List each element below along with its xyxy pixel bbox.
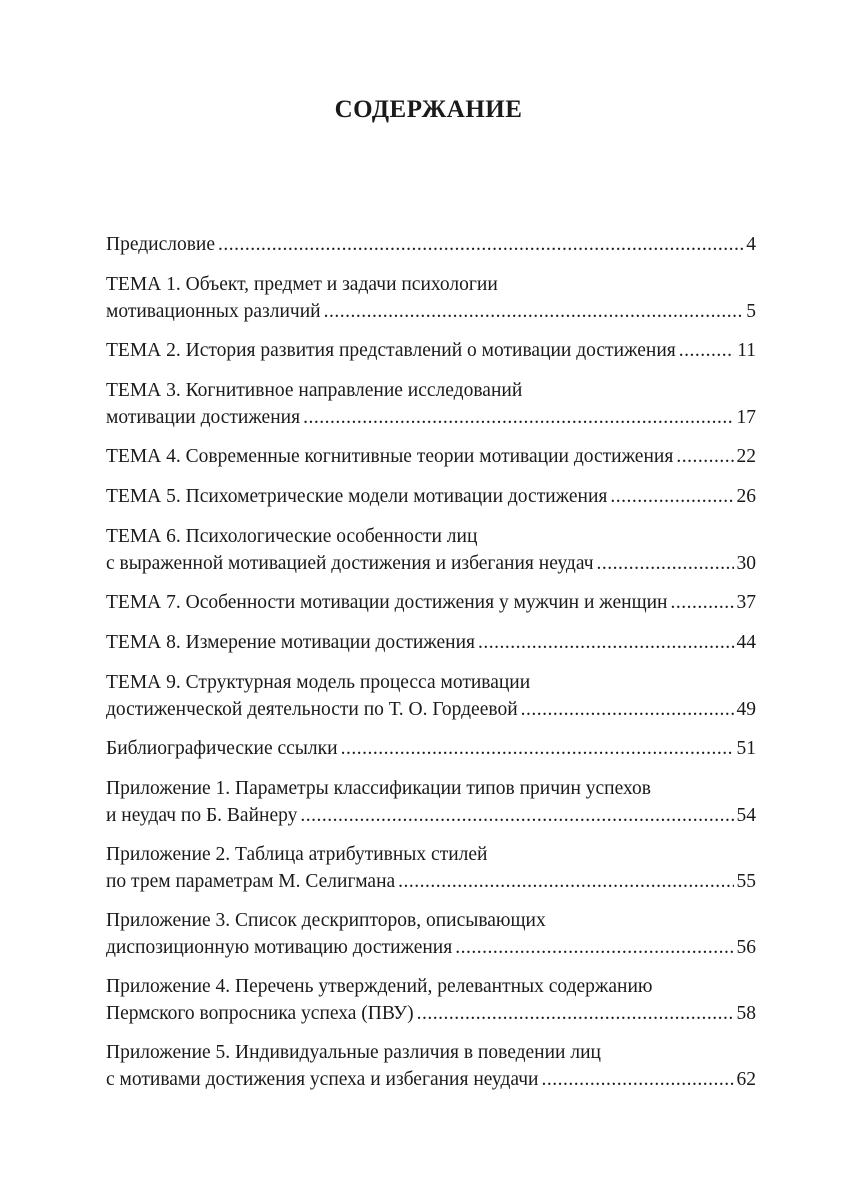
toc-entry (106, 483, 756, 510)
dot-leader (455, 934, 733, 961)
toc-entry-title: с мотивами достижения успеха и избегания неудачи (106, 1069, 539, 1090)
toc-entry (106, 271, 756, 325)
toc-entry-last-line (106, 934, 756, 961)
toc-entry-title: и неудач по Б. Вайнеру (106, 805, 298, 826)
toc-entry (106, 589, 756, 616)
dot-leader (398, 868, 733, 895)
dot-leader (324, 298, 744, 325)
toc-entry-page-number: 17 (736, 407, 756, 428)
toc-entry-last-line (106, 483, 756, 510)
toc-entry-last-line (106, 298, 756, 325)
toc-entry-last-line (106, 629, 756, 656)
dot-leader (597, 550, 734, 577)
toc-entry-last-line (106, 337, 756, 364)
toc-entry-title: с выраженной мотивацией достижения и избегания неудач (106, 553, 594, 574)
toc-entry-title: диспозиционную мотивацию достижения (106, 937, 453, 958)
toc-entry-title-line: Приложение 2. Таблица атрибутивных стилей (106, 844, 488, 865)
toc-entry (106, 973, 756, 1027)
toc-entry-page-number: 62 (736, 1069, 756, 1090)
toc-entry-page-number: 4 (746, 234, 756, 255)
toc-entry-page-number: 30 (736, 553, 756, 574)
toc-entry-title-line: Приложение 3. Список дескрипторов, описывающих (106, 910, 546, 931)
toc-entry-last-line (106, 589, 756, 616)
toc-entry-page-number: 56 (736, 937, 756, 958)
toc-entry-page-number: 5 (746, 301, 756, 322)
toc-entry-title: Пермского вопросника успеха (ПВУ) (106, 1003, 414, 1024)
table-of-contents (106, 231, 756, 1105)
dot-leader (478, 629, 734, 656)
toc-entry-title: по трем параметрам М. Селигмана (106, 871, 396, 892)
toc-entry-last-line (106, 696, 756, 723)
toc-entry-title-line: Приложение 1. Параметры классификации типов причин успехов (106, 778, 651, 799)
toc-entry-title: ТЕМА 5. Психометрические модели мотивации достижения (106, 486, 608, 507)
toc-entry-last-line (106, 735, 756, 762)
toc-entry-title-line: Приложение 5. Индивидуальные различия в поведении лиц (106, 1042, 601, 1063)
toc-entry-page-number: 54 (736, 805, 756, 826)
toc-entry-last-line (106, 231, 756, 258)
toc-entry-title: ТЕМА 4. Современные когнитивные теории мотивации достижения (106, 446, 674, 467)
dot-leader (610, 483, 733, 510)
dot-leader (417, 1000, 734, 1027)
toc-entry-title: ТЕМА 2. История развития представлений о мотивации достижения (106, 340, 676, 361)
toc-entry-last-line (106, 802, 756, 829)
toc-entry-last-line (106, 443, 756, 470)
toc-entry (106, 629, 756, 656)
toc-entry-last-line (106, 868, 756, 895)
toc-entry (106, 377, 756, 431)
toc-entry-page-number: 26 (736, 486, 756, 507)
dot-leader (670, 589, 733, 616)
toc-entry (106, 907, 756, 961)
dot-leader (521, 696, 734, 723)
toc-entry-page-number: 22 (736, 446, 756, 467)
toc-entry-title: Предисловие (106, 234, 216, 255)
toc-entry (106, 231, 756, 258)
toc-entry-title-line: Приложение 4. Перечень утверждений, релевантных содержанию (106, 976, 653, 997)
toc-entry-title: ТЕМА 7. Особенности мотивации достижения у мужчин и женщин (106, 592, 668, 613)
toc-entry-title: мотивации достижения (106, 407, 301, 428)
toc-entry (106, 1039, 756, 1093)
toc-entry (106, 735, 756, 762)
toc-entry-page-number: 11 (737, 340, 756, 361)
dot-leader (542, 1066, 734, 1093)
toc-entry-title-line: ТЕМА 9. Структурная модель процесса мотивации (106, 672, 531, 693)
toc-entry-title: ТЕМА 8. Измерение мотивации достижения (106, 632, 475, 653)
toc-entry (106, 443, 756, 470)
toc-entry-title-line: ТЕМА 3. Когнитивное направление исследований (106, 380, 523, 401)
toc-entry-page-number: 55 (736, 871, 756, 892)
dot-leader (300, 802, 733, 829)
toc-entry (106, 669, 756, 723)
page-title: СОДЕРЖАНИЕ (334, 96, 523, 123)
toc-entry-last-line (106, 1066, 756, 1093)
toc-entry-page-number: 51 (736, 738, 756, 759)
toc-entry (106, 337, 756, 364)
toc-entry-last-line (106, 550, 756, 577)
toc-entry-page-number: 58 (736, 1003, 756, 1024)
dot-leader (679, 337, 734, 364)
toc-entry-last-line (106, 404, 756, 431)
toc-entry-title-line: ТЕМА 6. Психологические особенности лиц (106, 526, 478, 547)
toc-entry-title: мотивационных различий (106, 301, 321, 322)
toc-entry-page-number: 44 (736, 632, 756, 653)
toc-entry-title: Библиографические ссылки (106, 738, 338, 759)
dot-leader (676, 443, 733, 470)
toc-entry (106, 841, 756, 895)
toc-entry-title-line: ТЕМА 1. Объект, предмет и задачи психологии (106, 274, 498, 295)
dot-leader (218, 231, 743, 258)
toc-entry-page-number: 49 (736, 699, 756, 720)
toc-entry (106, 523, 756, 577)
toc-entry-page-number: 37 (736, 592, 756, 613)
dot-leader (341, 735, 734, 762)
toc-entry (106, 775, 756, 829)
dot-leader (303, 404, 733, 431)
toc-entry-last-line (106, 1000, 756, 1027)
toc-entry-title: достиженческой деятельности по Т. О. Гордеевой (106, 699, 518, 720)
